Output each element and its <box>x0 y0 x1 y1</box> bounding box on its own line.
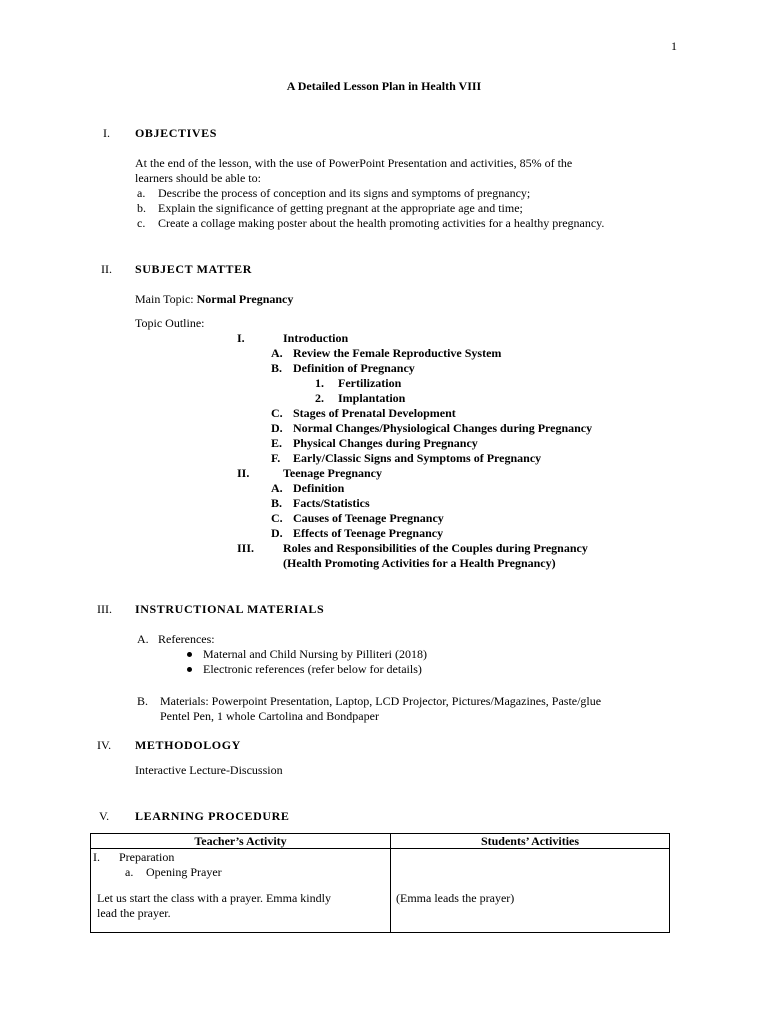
outline-letter: B. <box>271 496 283 510</box>
objective-letter: a. <box>137 186 146 200</box>
preparation-numeral: I. <box>93 850 100 864</box>
outline-item: Stages of Prenatal Development <box>293 406 456 420</box>
bullet-icon <box>187 667 192 672</box>
outline-letter: C. <box>271 406 283 420</box>
outline-item: Effects of Teenage Pregnancy <box>293 526 444 540</box>
outline-letter: D. <box>271 526 283 540</box>
section-numeral: I. <box>103 126 110 140</box>
objective-text: Explain the significance of getting pregnant at the appropriate age and time; <box>158 201 523 215</box>
section-heading: LEARNING PROCEDURE <box>135 809 290 823</box>
student-text: (Emma leads the prayer) <box>396 891 515 905</box>
bullet-icon <box>187 652 192 657</box>
objective-text: Describe the process of conception and its signs and symptoms of pregnancy; <box>158 186 531 200</box>
outline-letter: E. <box>271 436 283 450</box>
outline-item: Normal Changes/Physiological Changes during Pregnancy <box>293 421 593 435</box>
section-heading: SUBJECT MATTER <box>135 262 252 276</box>
outline-item: Facts/Statistics <box>293 496 370 510</box>
objective-letter: c. <box>137 216 146 230</box>
sub-letter: a. <box>125 865 134 879</box>
outline-letter: A. <box>271 346 283 360</box>
materials-text: Pentel Pen, 1 whole Cartolina and Bondpaper <box>160 709 379 723</box>
topic-outline-label: Topic Outline: <box>135 316 205 330</box>
methodology-text: Interactive Lecture-Discussion <box>135 763 283 777</box>
main-topic-label: Main Topic: <box>135 292 197 306</box>
reference-item: Maternal and Child Nursing by Pilliteri (2018) <box>203 647 427 661</box>
table-header-row <box>91 834 670 849</box>
outline-item: Definition <box>293 481 345 495</box>
sub-label: Opening Prayer <box>146 865 222 879</box>
outline-letter: B. <box>271 361 283 375</box>
outline-letter: C. <box>271 511 283 525</box>
outline-item: Fertilization <box>338 376 402 390</box>
document-title: A Detailed Lesson Plan in Health VIII <box>286 79 482 93</box>
outline-item: Roles and Responsibilities of the Couples during Pregnancy <box>283 541 588 555</box>
section-numeral: IV. <box>97 738 112 752</box>
reference-item: Electronic references (refer below for details) <box>203 662 422 676</box>
section-numeral: III. <box>97 602 112 616</box>
preparation-label: Preparation <box>119 850 175 864</box>
outline-numeral: II. <box>237 466 250 480</box>
outline-item: Causes of Teenage Pregnancy <box>293 511 444 525</box>
references-letter: A. <box>137 632 149 646</box>
column-header-teacher: Teacher’s Activity <box>91 834 391 849</box>
teacher-activity-cell <box>91 849 391 933</box>
section-heading: INSTRUCTIONAL MATERIALS <box>135 602 325 616</box>
outline-item: Teenage Pregnancy <box>283 466 382 480</box>
outline-number: 2. <box>315 391 324 405</box>
section-heading: OBJECTIVES <box>135 126 218 140</box>
section-numeral: V. <box>99 809 110 823</box>
outline-number: 1. <box>315 376 324 390</box>
main-topic <box>135 292 293 307</box>
student-activity-cell <box>391 849 670 933</box>
references-label: References: <box>158 632 215 646</box>
outline-item: Early/Classic Signs and Symptoms of Pregnancy <box>293 451 542 465</box>
teacher-text: lead the prayer. <box>97 906 171 920</box>
outline-item: Physical Changes during Pregnancy <box>293 436 478 450</box>
outline-letter: F. <box>271 451 281 465</box>
section-numeral: II. <box>101 262 112 276</box>
outline-item: Implantation <box>338 391 406 405</box>
outline-item: (Health Promoting Activities for a Health Pregnancy) <box>283 556 556 570</box>
section-heading: METHODOLOGY <box>135 738 241 752</box>
objective-letter: b. <box>137 201 146 215</box>
outline-item: Review the Female Reproductive System <box>293 346 502 360</box>
main-topic-value: Normal Pregnancy <box>196 292 294 306</box>
outline-numeral: III. <box>237 541 255 555</box>
outline-item: Definition of Pregnancy <box>293 361 415 375</box>
objectives-intro: learners should be able to: <box>135 171 261 185</box>
outline-item: Introduction <box>283 331 349 345</box>
teacher-text: Let us start the class with a prayer. Emma kindly <box>97 891 331 905</box>
table-row <box>91 849 670 933</box>
procedure-table <box>90 833 670 933</box>
materials-letter: B. <box>137 694 149 708</box>
objective-text: Create a collage making poster about the health promoting activities for a healthy pregnancy. <box>158 216 605 230</box>
page-number: 1 <box>671 39 677 53</box>
outline-letter: D. <box>271 421 283 435</box>
objectives-intro: At the end of the lesson, with the use of PowerPoint Presentation and activities, 85% of the <box>135 156 573 170</box>
outline-letter: A. <box>271 481 283 495</box>
materials-text: Materials: Powerpoint Presentation, Laptop, LCD Projector, Pictures/Magazines, Paste/glue <box>160 694 602 708</box>
column-header-students: Students’ Activities <box>391 834 670 849</box>
outline-numeral: I. <box>237 331 245 345</box>
